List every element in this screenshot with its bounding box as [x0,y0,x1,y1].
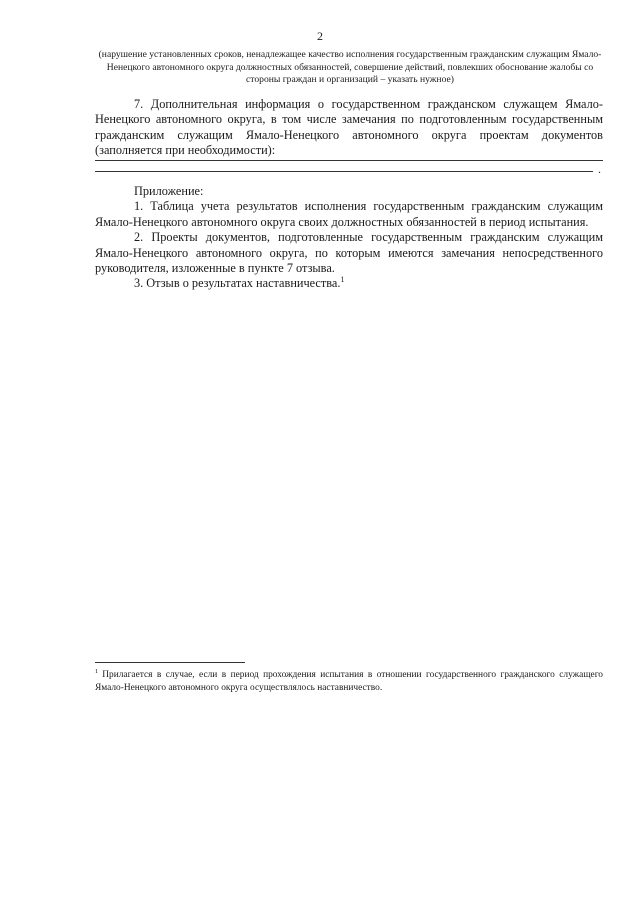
appendix-item-3-text: 3. Отзыв о результатах наставничества. [134,276,341,291]
fill-line-2 [95,171,593,172]
appendix-item-1: 1. Таблица учета результатов исполнения государственным гражданским служащим Ямало-Ненецкого автономного округа своих должностных обязанностей в период испытания. [95,199,603,229]
page-number: 2 [317,29,323,43]
appendix-heading: Приложение: [134,184,204,198]
appendix-item-2: 2. Проекты документов, подготовленные государственным гражданским служащим Ямало-Ненецкого автономного округа, по которым имеются замечания непосредственного руководителя, изложенные в пункте 7 отзыва. [95,230,603,276]
paragraph-7: 7. Дополнительная информация о государственном гражданском служащем Ямало-Ненецкого автономного округа, в том числе замечания по подготовленным государственным гражданским служащим Ямало-Ненецкого автономного округа проектам документов (заполняется при необходимости): [95,97,603,158]
footnote-separator [95,662,245,663]
explanatory-note: (нарушение установленных сроков, ненадлежащее качество исполнения государственным гражданским служащим Ямало-Ненецкого автономного округа должностных обязанностей, совершение действий, повлекших обоснование жалобы со стороны граждан и организаций – указать нужное) [98,49,602,86]
fill-in-lines [95,160,603,182]
appendix-item-3 [95,276,603,291]
fill-line-end-period: . [598,162,601,176]
footnote-text: Прилагается в случае, если в период прохождения испытания в отношении государственного гражданского служащего Ямало-Ненецкого автономного округа осуществлялось наставничество. [95,670,603,693]
footnote-reference: 1 [340,275,345,285]
footnote-mark: 1 [95,667,99,675]
footnote [95,669,603,694]
fill-line-1 [95,160,603,161]
appendix-section [95,184,603,292]
